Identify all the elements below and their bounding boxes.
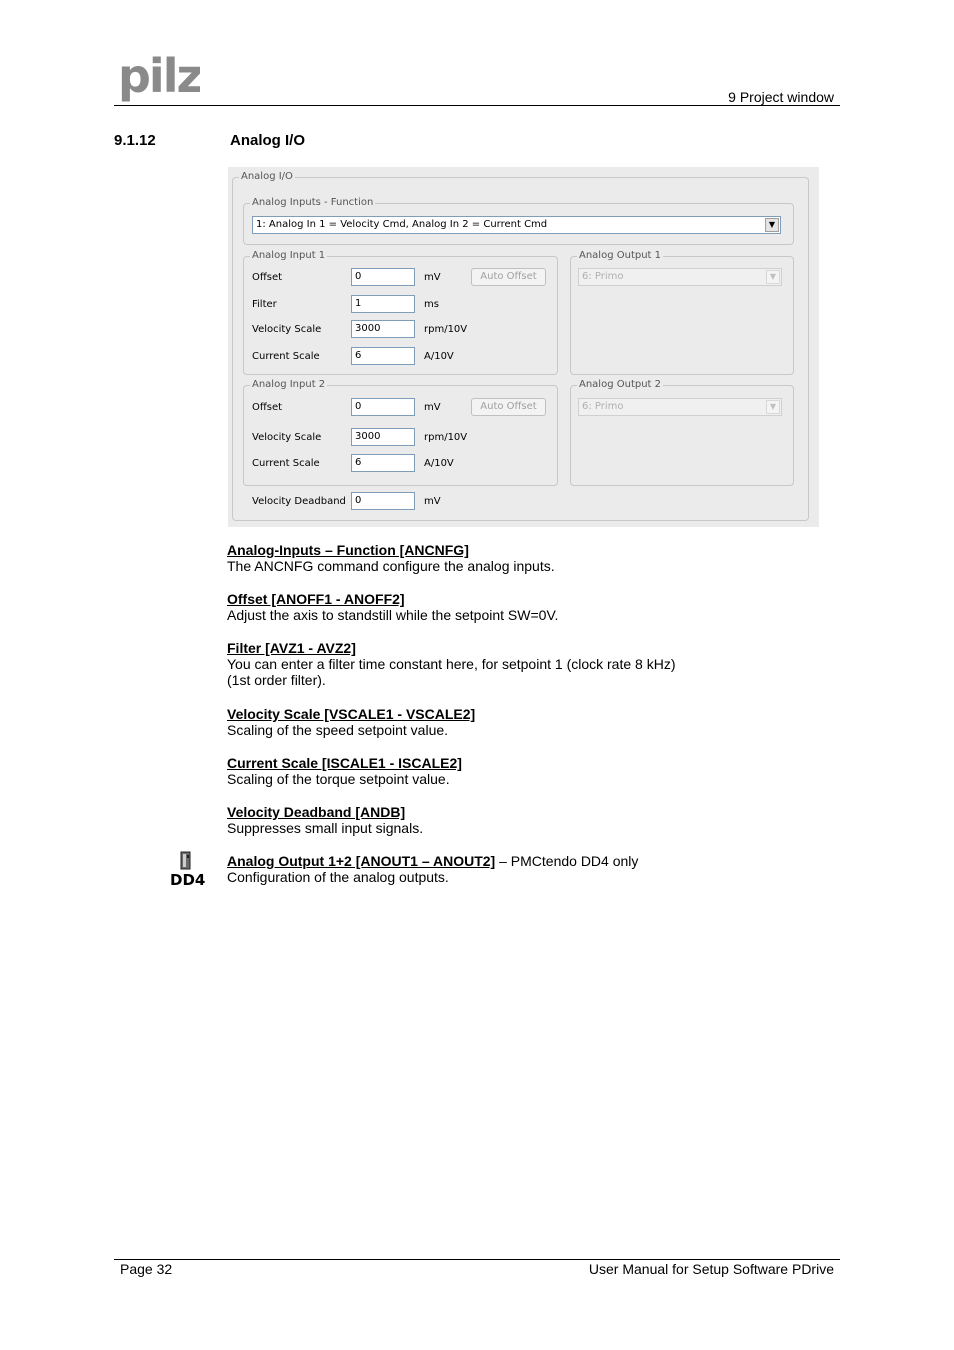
term-analog-output: Analog Output 1+2 [ANOUT1 – ANOUT2] <box>227 853 496 869</box>
analog-io-dialog <box>228 167 819 527</box>
desc-analog-output: Configuration of the analog outputs. <box>227 869 449 885</box>
desc-current-scale: Scaling of the torque setpoint value. <box>227 771 450 787</box>
input1-current-scale-label: Current Scale <box>252 351 320 362</box>
dd4-badge: DD4 <box>170 871 206 889</box>
pilz-logo <box>118 54 200 107</box>
analog-output-2-legend: Analog Output 2 <box>579 379 662 390</box>
chapter-title: 9 Project window <box>728 89 834 105</box>
dd4-device-icon <box>168 850 208 895</box>
velocity-deadband-label: Velocity Deadband <box>252 496 346 507</box>
term-analog-output-line <box>227 853 638 869</box>
chevron-down-icon[interactable]: ▼ <box>766 400 780 414</box>
desc-filter-line2: (1st order filter). <box>227 672 326 688</box>
output2-select-value: 6: Primo <box>582 401 624 412</box>
input1-velocity-scale-unit: rpm/10V <box>424 324 468 335</box>
input2-current-scale-field[interactable]: 6 <box>351 454 415 472</box>
analog-io-legend: Analog I/O <box>241 171 293 182</box>
input1-current-scale-unit: A/10V <box>424 351 454 362</box>
term-velocity-deadband: Velocity Deadband [ANDB] <box>227 804 406 820</box>
header-rule <box>114 105 840 106</box>
desc-offset: Adjust the axis to standstill while the setpoint SW=0V. <box>227 607 559 623</box>
function-select-value: 1: Analog In 1 = Velocity Cmd, Analog In 2 = Current Cmd <box>256 219 548 230</box>
input1-offset-unit: mV <box>424 272 441 283</box>
velocity-deadband-unit: mV <box>424 496 441 507</box>
manual-title: User Manual for Setup Software PDrive <box>588 1261 834 1277</box>
term-analog-output-suffix: – PMCtendo DD4 only <box>495 853 639 869</box>
term-filter: Filter [AVZ1 - AVZ2] <box>227 640 356 656</box>
term-current-scale: Current Scale [ISCALE1 - ISCALE2] <box>227 755 462 771</box>
desc-velocity-scale: Scaling of the speed setpoint value. <box>227 722 449 738</box>
input1-velocity-scale-label: Velocity Scale <box>252 324 322 335</box>
output1-select[interactable] <box>578 268 782 286</box>
input2-auto-offset-button[interactable]: Auto Offset <box>471 398 546 416</box>
input1-velocity-scale-field[interactable]: 3000 <box>351 320 415 338</box>
desc-velocity-deadband: Suppresses small input signals. <box>227 820 424 836</box>
input2-current-scale-label: Current Scale <box>252 458 320 469</box>
analog-input-1-legend: Analog Input 1 <box>252 250 326 261</box>
term-offset: Offset [ANOFF1 - ANOFF2] <box>227 591 405 607</box>
footer-rule <box>114 1259 840 1260</box>
input1-current-scale-field[interactable]: 6 <box>351 347 415 365</box>
chevron-down-icon[interactable]: ▼ <box>766 270 780 284</box>
section-title: Analog I/O <box>230 132 305 149</box>
velocity-deadband-field[interactable]: 0 <box>351 492 415 510</box>
input1-offset-field[interactable]: 0 <box>351 268 415 286</box>
input1-auto-offset-button[interactable]: Auto Offset <box>471 268 546 286</box>
input2-velocity-scale-field[interactable]: 3000 <box>351 428 415 446</box>
input2-offset-unit: mV <box>424 402 441 413</box>
input2-offset-label: Offset <box>252 402 283 413</box>
chevron-down-icon[interactable]: ▼ <box>765 218 779 232</box>
function-select[interactable] <box>252 216 781 234</box>
analog-output-1-legend: Analog Output 1 <box>579 250 662 261</box>
input1-filter-unit: ms <box>424 299 439 310</box>
logo-text: pilz <box>118 54 200 102</box>
term-analog-inputs-function: Analog-Inputs – Function [ANCNFG] <box>227 542 469 558</box>
input1-filter-field[interactable]: 1 <box>351 295 415 313</box>
output2-select[interactable] <box>578 398 782 416</box>
input1-filter-label: Filter <box>252 299 277 310</box>
input2-velocity-scale-unit: rpm/10V <box>424 432 468 443</box>
desc-filter-line1: You can enter a filter time constant here, for setpoint 1 (clock rate 8 kHz) <box>227 656 676 672</box>
analog-input-2-legend: Analog Input 2 <box>252 379 326 390</box>
input2-offset-field[interactable]: 0 <box>351 398 415 416</box>
output1-select-value: 6: Primo <box>582 271 624 282</box>
input1-offset-label: Offset <box>252 272 283 283</box>
function-group <box>243 197 794 245</box>
desc-analog-inputs-function: The ANCNFG command configure the analog inputs. <box>227 558 555 574</box>
page-number: Page 32 <box>120 1261 173 1277</box>
input2-current-scale-unit: A/10V <box>424 458 454 469</box>
input2-velocity-scale-label: Velocity Scale <box>252 432 322 443</box>
term-velocity-scale: Velocity Scale [VSCALE1 - VSCALE2] <box>227 706 476 722</box>
section-number: 9.1.12 <box>114 132 156 149</box>
function-legend: Analog Inputs - Function <box>252 197 374 208</box>
